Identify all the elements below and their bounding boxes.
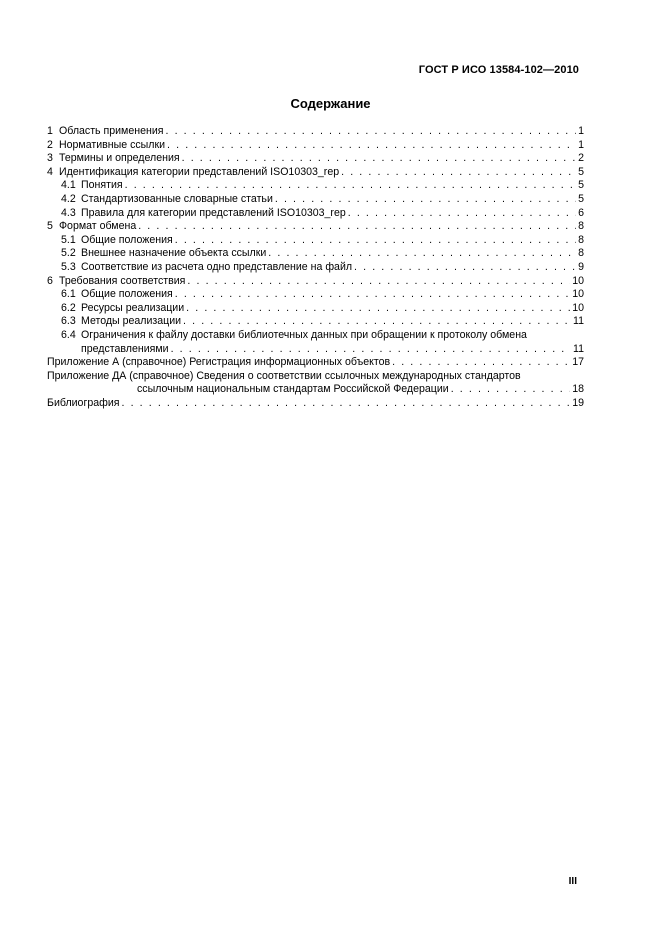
toc-entry-page: 2 [578, 152, 584, 165]
toc-entry-number: 3 [47, 152, 53, 165]
toc-leader [165, 125, 576, 139]
toc-entry-page: 8 [578, 220, 584, 233]
toc-entry-number: 6.3 [61, 315, 76, 328]
toc-entry-label: Внешнее назначение объекта ссылки [81, 247, 267, 260]
toc-leader [392, 356, 570, 370]
toc-entry-5-3[interactable] [47, 261, 584, 275]
toc-entry-page: 19 [572, 396, 584, 409]
table-of-contents [47, 125, 584, 410]
toc-leader [175, 288, 570, 302]
toc-entry-page: 1 [578, 125, 584, 137]
toc-entry-bibliography[interactable] [47, 397, 584, 411]
toc-entry-page: 17 [572, 356, 584, 369]
toc-entry-4[interactable] [47, 166, 584, 180]
toc-entry-label: Нормативные ссылки [59, 138, 166, 151]
toc-entry-6-1[interactable] [47, 288, 584, 302]
toc-entry-label: Стандартизованные словарные статьи [81, 192, 273, 205]
toc-entry-page: 5 [578, 165, 584, 178]
toc-leader [187, 275, 570, 289]
toc-entry-label: Область применения [59, 125, 164, 137]
toc-leader [167, 139, 576, 153]
toc-entry-page: 1 [578, 138, 584, 151]
toc-leader [268, 247, 576, 261]
toc-entry-page: 11 [573, 342, 584, 355]
toc-entry-4-3[interactable] [47, 207, 584, 221]
page-number: III [568, 876, 577, 887]
toc-entry-page: 10 [572, 301, 584, 314]
toc-entry-5-1[interactable] [47, 234, 584, 248]
toc-entry-page: 9 [578, 260, 584, 273]
toc-entry-label-continued: ссылочным национальным стандартам Российской Федерации [137, 383, 449, 396]
toc-entry-page: 10 [572, 288, 584, 301]
toc-entry-4-1[interactable] [47, 179, 584, 193]
toc-entry-label: Общие положения [81, 233, 173, 246]
toc-entry-number: 2 [47, 138, 53, 151]
toc-entry-number: 6.1 [61, 288, 76, 301]
toc-leader [125, 179, 576, 193]
document-code: ГОСТ Р ИСО 13584-102—2010 [418, 64, 579, 76]
toc-entry-label: Библиография [47, 396, 120, 409]
toc-entry-4-2[interactable] [47, 193, 584, 207]
toc-leader [341, 166, 576, 180]
toc-entry-1[interactable] [47, 125, 584, 139]
toc-leader [175, 234, 576, 248]
toc-leader [451, 383, 571, 397]
toc-entry-6[interactable] [47, 275, 584, 289]
toc-entry-number: 4.3 [61, 206, 76, 219]
toc-entry-page: 5 [578, 192, 584, 205]
toc-entry-label: Правила для категории представлений ISO10303_rep [81, 206, 346, 219]
toc-entry-number: 4 [47, 165, 53, 178]
toc-entry-label: Методы реализации [81, 315, 182, 328]
toc-leader [182, 152, 576, 166]
toc-leader [121, 397, 570, 411]
toc-entry-annex-a[interactable] [47, 356, 584, 370]
toc-entry-6-3[interactable] [47, 315, 584, 329]
toc-entry-6-4-continued[interactable] [47, 343, 584, 357]
toc-entry-page: 10 [572, 274, 584, 287]
toc-entry-number: 1 [47, 125, 53, 137]
toc-leader [171, 343, 571, 357]
toc-entry-number: 5.1 [61, 233, 76, 246]
toc-entry-number: 5.2 [61, 247, 76, 260]
toc-entry-label: Понятия [81, 179, 123, 192]
toc-entry-label: Термины и определения [59, 152, 180, 165]
toc-entry-label: Ограничения к файлу доставки библиотечных данных при обращении к протоколу обмена [81, 328, 527, 341]
toc-entry-number: 6.2 [61, 301, 76, 314]
toc-leader [354, 261, 576, 275]
toc-entry-annex-da-continued[interactable] [47, 383, 584, 397]
toc-entry-number: 5 [47, 220, 53, 233]
toc-entry-label: Идентификация категории представлений ISO10303_rep [59, 165, 340, 178]
toc-entry-number: 4.1 [61, 179, 76, 192]
toc-entry-label: Соответствие из расчета одно представление на файл [81, 260, 353, 273]
toc-entry-6-2[interactable] [47, 302, 584, 316]
toc-entry-3[interactable] [47, 152, 584, 166]
toc-entry-2[interactable] [47, 139, 584, 153]
toc-entry-label: Формат обмена [59, 220, 137, 233]
toc-leader [138, 220, 576, 234]
toc-entry-number: 5.3 [61, 260, 76, 273]
toc-entry-annex-da[interactable] [47, 370, 584, 384]
toc-leader [275, 193, 576, 207]
toc-entry-label: Приложение А (справочное) Регистрация информационных объектов [47, 356, 391, 369]
toc-entry-label: Приложение ДА (справочное) Сведения о соответствии ссылочных международных стандартов [47, 369, 521, 382]
toc-entry-page: 5 [578, 179, 584, 192]
toc-leader [183, 315, 571, 329]
toc-entry-5[interactable] [47, 220, 584, 234]
toc-entry-page: 18 [572, 383, 584, 396]
toc-entry-label: Общие положения [81, 288, 173, 301]
toc-entry-label-continued: представлениями [81, 342, 169, 355]
toc-entry-page: 6 [578, 206, 584, 219]
toc-entry-label: Требования соответствия [59, 274, 186, 287]
toc-entry-number: 6 [47, 274, 53, 287]
toc-entry-number: 4.2 [61, 192, 76, 205]
toc-entry-page: 8 [578, 247, 584, 260]
toc-entry-page: 8 [578, 233, 584, 246]
toc-entry-number: 6.4 [61, 328, 76, 341]
toc-leader [186, 302, 570, 316]
toc-entry-5-2[interactable] [47, 247, 584, 261]
toc-leader [348, 207, 576, 221]
toc-entry-6-4[interactable] [47, 329, 584, 343]
toc-entry-label: Ресурсы реализации [81, 301, 185, 314]
page-title: Содержание [290, 96, 371, 111]
toc-entry-page: 11 [573, 315, 584, 328]
